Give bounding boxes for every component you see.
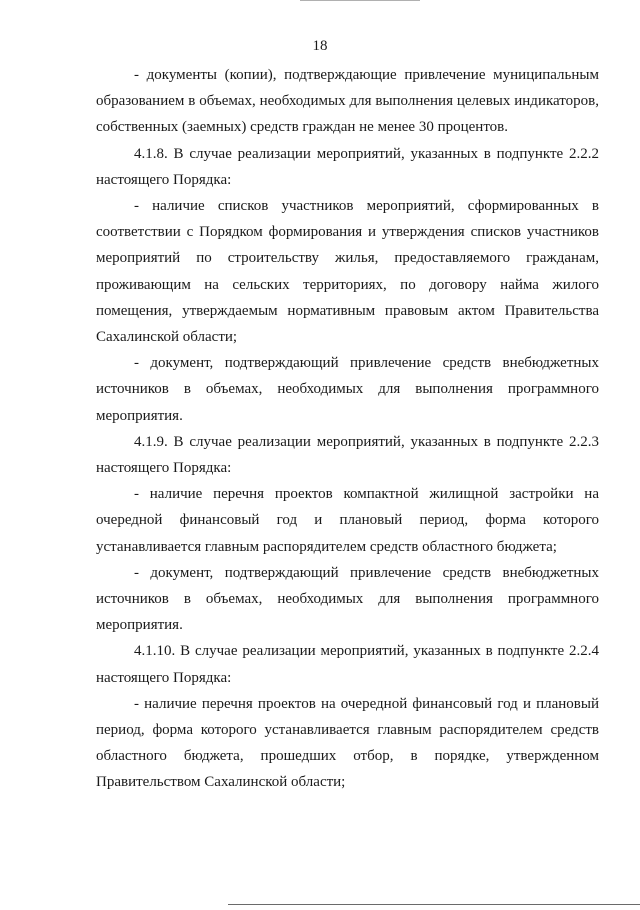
- page-number: 18: [312, 38, 328, 54]
- paragraph-participant-lists: - наличие списков участников мероприятий, сформированных в соответствии с Порядком формирования и утверждения списков участников мероприятий по строительству жилья, предоставляемого гражданам, проживающим на сельских территориях, по договору найма жилого помещения, утверждаемым нормативным правовым актом Правительства Сахалинской области;: [96, 198, 599, 346]
- paragraph-4-1-10: 4.1.10. В случае реализации мероприятий, указанных в подпункте 2.2.4 настоящего Порядка:: [96, 643, 599, 686]
- scan-artifact-bottom: [228, 904, 640, 905]
- document-body: [96, 62, 599, 796]
- paragraph-compact-housing-list: - наличие перечня проектов компактной жилищной застройки на очередной финансовый год и плановый период, форма которого устанавливается главным распорядителем средств областного бюджета;: [96, 486, 599, 555]
- paragraph-project-list: - наличие перечня проектов на очередной финансовый год и плановый период, форма которого устанавливается главным распорядителем средств областного бюджета, прошедших отбор, в порядке, утвержденном Правительством Сахалинской области;: [96, 695, 599, 791]
- paragraph-4-1-9: 4.1.9. В случае реализации мероприятий, указанных в подпункте 2.2.3 настоящего Порядка:: [96, 433, 599, 477]
- paragraph-4-1-8: 4.1.8. В случае реализации мероприятий, указанных в подпункте 2.2.2 настоящего Порядка:: [96, 145, 599, 188]
- paragraph-extrabudgetary-2: - документ, подтверждающий привлечение средств внебюджетных источников в объемах, необходимых для выполнения программного мероприятия.: [96, 564, 599, 634]
- scan-artifact-top: [300, 0, 420, 1]
- paragraph-extrabudgetary-1: - документ, подтверждающий привлечение средств внебюджетных источников в объемах, необходимых для выполнения программного мероприятия.: [96, 355, 599, 424]
- paragraph-documents-copies: - документы (копии), подтверждающие привлечение муниципальным образованием в объемах, необходимых для выполнения целевых индикаторов, собственных (заемных) средств граждан не менее 30 процентов.: [96, 67, 599, 136]
